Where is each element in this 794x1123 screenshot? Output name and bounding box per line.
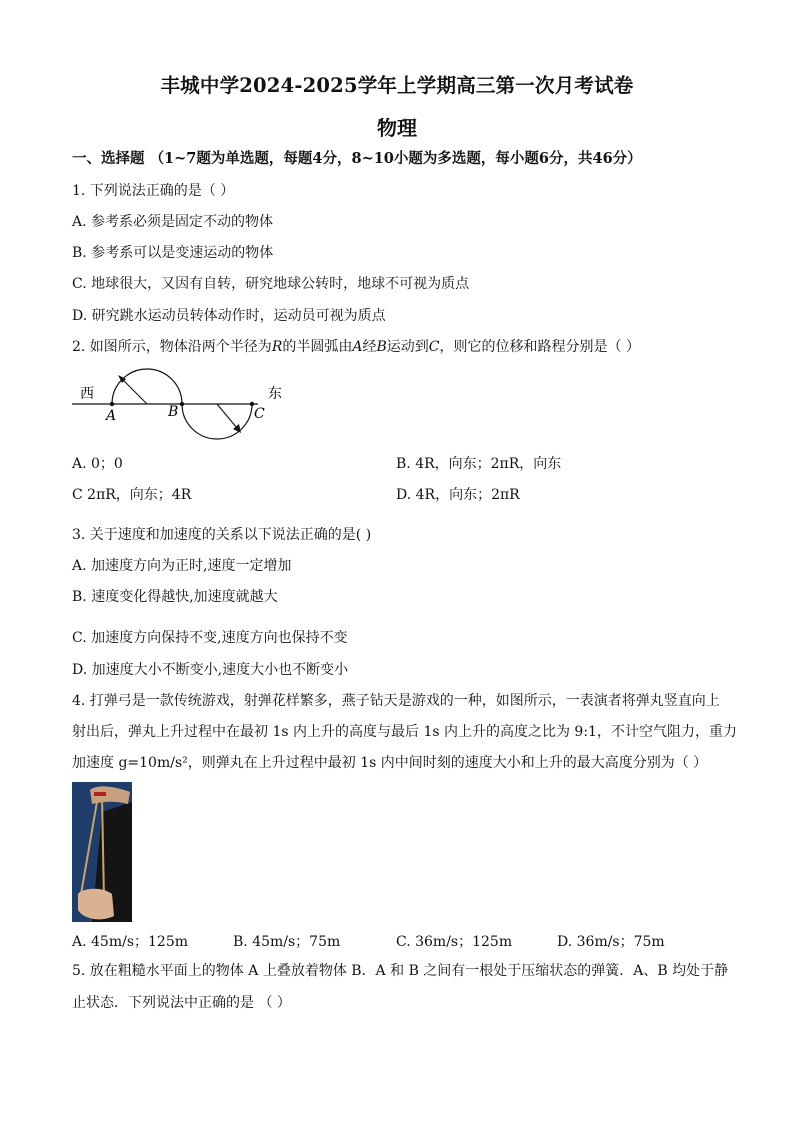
q2-stem-part: 经	[362, 339, 377, 355]
q2-option-b: B. 4R，向东；2πR，向东	[396, 456, 562, 472]
pouch	[94, 792, 106, 796]
lower-hand	[78, 889, 114, 920]
point-b-dot	[180, 402, 184, 406]
q1-option-d: D. 研究跳水运动员转体动作时，运动员可视为质点	[72, 308, 386, 324]
section-title: 一、选择题	[72, 150, 145, 167]
q2-option-d: D. 4R，向东；2πR	[396, 487, 520, 503]
q3-option-a: A. 加速度方向为正时,速度一定增加	[72, 558, 292, 574]
q4-option-c: C. 36m/s；125m	[396, 934, 513, 950]
lower-semicircle	[182, 404, 252, 439]
radius-arrow-lower	[217, 404, 237, 428]
exam-subject: 物理	[377, 116, 417, 140]
q2-option-a: A. 0；0	[72, 456, 123, 472]
q1-option-b: B. 参考系可以是变速运动的物体	[72, 245, 274, 261]
section-heading	[72, 150, 642, 168]
q2-stem-point-a: A	[352, 339, 363, 355]
section-note: （1~7题为单选题，每题4分，8~10小题为多选题，每小题6分，共46分）	[149, 150, 642, 167]
upper-semicircle	[112, 369, 182, 404]
q3-option-d: D. 加速度大小不断变小,速度大小也不断变小	[72, 662, 349, 678]
exam-title: 丰城中学2024-2025学年上学期高三第一次月考试卷	[160, 74, 634, 97]
q2-stem-part: 2. 如图所示，物体沿两个半径为	[72, 339, 272, 355]
q4-option-a: A. 45m/s；125m	[72, 934, 188, 950]
q4-stem-line2: 射出后，弹丸上升过程中在最初 1s 内上升的高度与最后 1s 内上升的高度之比为 9:1，不计空气阻力，重力	[72, 724, 737, 740]
q5-stem-line1: 5. 放在粗糙水平面上的物体 A 上叠放着物体 B．A 和 B 之间有一根处于压缩状态的弹簧．A、B 均处于静	[72, 963, 729, 979]
q1-option-a: A. 参考系必须是固定不动的物体	[72, 214, 274, 230]
q4-stem-line3: 加速度 g=10m/s²，则弹丸在上升过程中最初 1s 内中间时刻的速度大小和上升的最大高度分别为（ ）	[72, 755, 708, 771]
radius-arrow-upper	[122, 379, 147, 404]
q2-stem-point-b: B	[376, 339, 387, 355]
q2-stem-part: 运动到	[386, 339, 429, 355]
q4-stem-line1: 4. 打弹弓是一款传统游戏，射弹花样繁多，燕子钻天是游戏的一种，如图所示，一表演者将弹丸竖直向上	[72, 693, 720, 709]
q2-option-c: C 2πR，向东；4R	[72, 487, 192, 503]
point-a-dot	[110, 402, 114, 406]
west-label: 西	[80, 386, 94, 402]
q5-stem-line2: 止状态．下列说法中正确的是 （ ）	[72, 995, 291, 1011]
label-b: B	[168, 404, 179, 420]
q4-option-b: B. 45m/s；75m	[233, 934, 341, 950]
q2-stem-part: 的半圆弧由	[282, 339, 353, 355]
q1-stem: 1. 下列说法正确的是（ ）	[72, 183, 235, 199]
slingshot-photo	[72, 782, 132, 922]
label-c: C	[254, 406, 265, 422]
q3-option-c: C. 加速度方向保持不变,速度方向也保持不变	[72, 630, 348, 646]
q3-stem: 3. 关于速度和加速度的关系以下说法正确的是( )	[72, 527, 372, 543]
q2-stem-part: ，则它的位移和路程分别是（ ）	[439, 339, 640, 355]
q2-stem-radius: R	[271, 339, 283, 355]
q3-option-b: B. 速度变化得越快,加速度就越大	[72, 589, 278, 605]
label-a: A	[106, 408, 117, 424]
q2-stem-point-c: C	[428, 339, 440, 355]
q4-option-d: D. 36m/s；75m	[557, 934, 665, 950]
east-label: 东	[268, 386, 282, 402]
q1-option-c: C. 地球很大，又因有自转，研究地球公转时，地球不可视为质点	[72, 276, 470, 292]
q2-stem	[72, 338, 640, 356]
semicircle-path-figure	[72, 360, 302, 450]
slingshot-illustration	[72, 782, 132, 922]
